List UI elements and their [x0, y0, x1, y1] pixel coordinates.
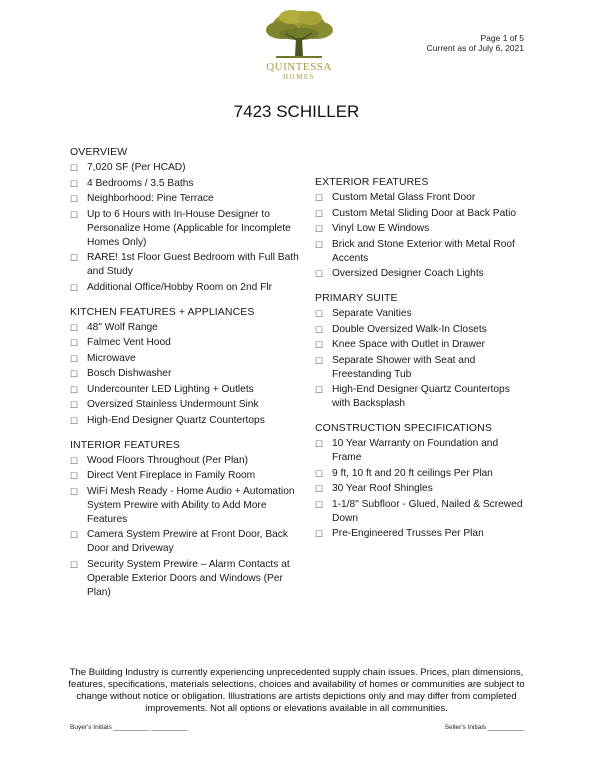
list-item	[70, 528, 300, 556]
list-item	[315, 191, 530, 205]
list-item	[70, 414, 300, 428]
list-item-text: Security System Prewire – Alarm Contacts at Operable Exterior Doors and Windows (Per Plan)	[87, 558, 290, 598]
list-item-text: Custom Metal Sliding Door at Back Patio	[332, 207, 517, 219]
list-item	[315, 482, 530, 496]
checkbox-icon: ☐	[315, 224, 324, 234]
list-item-text: Oversized Stainless Undermount Sink	[87, 399, 259, 410]
property-title: 7423 SCHILLER	[233, 102, 360, 121]
checkbox-icon: ☐	[315, 468, 324, 479]
list-item-text: Wood Floors Throughout (Per Plan)	[87, 454, 249, 466]
list-item-text: 30 Year Roof Shingles	[332, 483, 433, 494]
checkbox-icon: ☐	[315, 499, 324, 510]
checkbox-icon: ☐	[70, 486, 79, 497]
list-item	[70, 281, 300, 295]
checkbox-icon: ☐	[70, 455, 79, 466]
list-item	[315, 527, 530, 541]
list-item-text: High-End Designer Quartz Countertops	[87, 414, 265, 426]
list-item-text: Undercounter LED Lighting + Outlets	[87, 383, 254, 395]
list-item-text: High-End Designer Quartz Countertops with Backsplash	[332, 384, 510, 409]
list-item	[70, 161, 300, 175]
list-item-text: 1-1/8" Subfloor - Glued, Nailed & Screwed Down	[332, 498, 523, 524]
list-item	[315, 437, 530, 465]
list-item	[70, 177, 300, 191]
checkbox-icon: ☐	[70, 178, 79, 189]
list-item-text: Vinyl Low E Windows	[332, 223, 430, 234]
list-item-text: Separate Shower with Seat and Freestanding Tub	[332, 354, 476, 380]
section-exterior-features	[315, 176, 530, 281]
list-item	[315, 383, 530, 411]
checkbox-icon: ☐	[315, 239, 324, 250]
list-item	[70, 469, 300, 483]
checkbox-icon: ☐	[70, 163, 79, 173]
section-heading: CONSTRUCTION SPECIFICATIONS	[315, 422, 492, 434]
company-logo	[254, 8, 344, 88]
section-overview	[70, 146, 300, 295]
list-item	[315, 238, 530, 266]
checkbox-icon: ☐	[315, 208, 324, 219]
seller-initials: Seller's Initials __________	[444, 724, 524, 731]
list-item-text: Neighborhood: Pine Terrace	[87, 193, 214, 204]
checkbox-icon: ☐	[70, 559, 79, 570]
section-heading: PRIMARY SUITE	[315, 292, 398, 304]
list-item	[70, 558, 300, 600]
list-item-text: 9 ft, 10 ft and 20 ft ceilings Per Plan	[332, 467, 493, 479]
list-item	[315, 323, 530, 337]
checkbox-icon: ☐	[315, 193, 324, 203]
checkbox-icon: ☐	[315, 324, 324, 335]
checkbox-icon: ☐	[70, 369, 79, 379]
checkbox-icon: ☐	[70, 384, 79, 395]
list-item-text: Falmec Vent Hood	[87, 337, 171, 348]
checkbox-icon: ☐	[315, 355, 324, 366]
list-item	[315, 498, 530, 526]
checkbox-icon: ☐	[70, 322, 79, 333]
section-primary-suite	[315, 292, 530, 411]
list-item	[70, 251, 300, 279]
checkbox-icon: ☐	[315, 484, 324, 494]
list-item-text: 4 Bedrooms / 3.5 Baths	[87, 177, 194, 189]
checkbox-icon: ☐	[315, 529, 324, 539]
list-item	[315, 467, 530, 481]
list-item	[315, 338, 530, 352]
buyer-initials: Buyer's Initials __________ __________	[70, 724, 188, 731]
list-item	[70, 398, 300, 412]
checkbox-icon: ☐	[315, 439, 324, 449]
section-construction-specifications	[315, 422, 530, 541]
list-item	[70, 367, 300, 381]
list-item-text: 10 Year Warranty on Foundation and Frame	[332, 438, 499, 463]
checkbox-icon: ☐	[70, 415, 79, 426]
list-item	[315, 307, 530, 321]
section-interior-features	[70, 439, 300, 600]
list-item-text: 48" Wolf Range	[87, 321, 158, 333]
list-item-text: Double Oversized Walk-In Closets	[332, 323, 487, 335]
checkbox-icon: ☐	[70, 209, 79, 220]
current-date: Current as of July 6, 2021	[426, 43, 524, 53]
list-item	[70, 383, 300, 397]
checkbox-icon: ☐	[315, 340, 324, 350]
list-item-text: WiFi Mesh Ready - Home Audio + Automation System Prewire with Ability to Add More Features	[87, 485, 295, 525]
page-number: Page 1 of 5	[480, 33, 524, 43]
section-heading: OVERVIEW	[70, 146, 128, 158]
oak-tree-icon	[262, 8, 336, 60]
list-item	[70, 454, 300, 468]
list-item	[315, 222, 530, 236]
list-item-text: Direct Vent Fireplace in Family Room	[87, 470, 256, 481]
list-item-text: Microwave	[87, 352, 136, 364]
checkbox-icon: ☐	[70, 400, 79, 410]
checkbox-icon: ☐	[70, 530, 79, 540]
brand-subtitle: HOMES	[282, 73, 315, 81]
list-item	[70, 208, 300, 250]
list-item-text: Up to 6 Hours with In-House Designer to Personalize Home (Applicable for Incomplete Homes Only)	[87, 208, 291, 248]
list-item	[315, 207, 530, 221]
right-column	[315, 176, 530, 552]
list-item-text: 7,020 SF (Per HCAD)	[87, 162, 186, 173]
checkbox-icon: ☐	[315, 309, 324, 319]
checkbox-icon: ☐	[70, 353, 79, 364]
list-item-text: Camera System Prewire at Front Door, Back Door and Driveway	[87, 529, 288, 554]
list-item-text: Separate Vanities	[332, 308, 412, 319]
list-item-text: Custom Metal Glass Front Door	[332, 192, 476, 203]
list-item	[315, 267, 530, 281]
checkbox-icon: ☐	[70, 194, 79, 204]
list-item-text: Additional Office/Hobby Room on 2nd Flr	[87, 281, 272, 293]
checkbox-icon: ☐	[70, 282, 79, 293]
brand-name: QUINTESSA	[266, 61, 332, 73]
section-heading: KITCHEN FEATURES + APPLIANCES	[70, 305, 255, 318]
checkbox-icon: ☐	[70, 253, 79, 263]
list-item-text: Pre-Engineered Trusses Per Plan	[332, 528, 484, 539]
list-item	[70, 321, 300, 335]
list-item-text: Brick and Stone Exterior with Metal Roof Accents	[332, 238, 515, 264]
list-item	[70, 352, 300, 366]
list-item	[70, 192, 300, 206]
list-item-text: Oversized Designer Coach Lights	[332, 268, 484, 279]
list-item-text: Knee Space with Outlet in Drawer	[332, 339, 485, 350]
page-info	[427, 33, 524, 53]
checkbox-icon: ☐	[70, 471, 79, 481]
checkbox-icon: ☐	[70, 338, 79, 348]
left-column	[70, 146, 300, 611]
list-item-text: RARE! 1st Floor Guest Bedroom with Full Bath and Study	[87, 252, 299, 277]
list-item	[315, 354, 530, 382]
checkbox-icon: ☐	[315, 269, 324, 279]
list-item	[70, 485, 300, 527]
disclaimer: The Building Industry is currently experiencing unprecedented supply chain issues. Prices, plan dimensions, features, specifications, materials selections, choices and availability of homes or communities are subject to change without notice or obligation. Illustrations are artists depictions only and may differ from completed improvements. Not all options or elevations available in all communities.	[68, 667, 525, 714]
section-heading: EXTERIOR FEATURES	[315, 176, 429, 188]
list-item	[70, 336, 300, 350]
section-kitchen-features-appliances	[70, 306, 300, 428]
checkbox-icon: ☐	[315, 385, 324, 395]
section-heading: INTERIOR FEATURES	[70, 438, 181, 451]
list-item-text: Bosch Dishwasher	[87, 368, 172, 379]
